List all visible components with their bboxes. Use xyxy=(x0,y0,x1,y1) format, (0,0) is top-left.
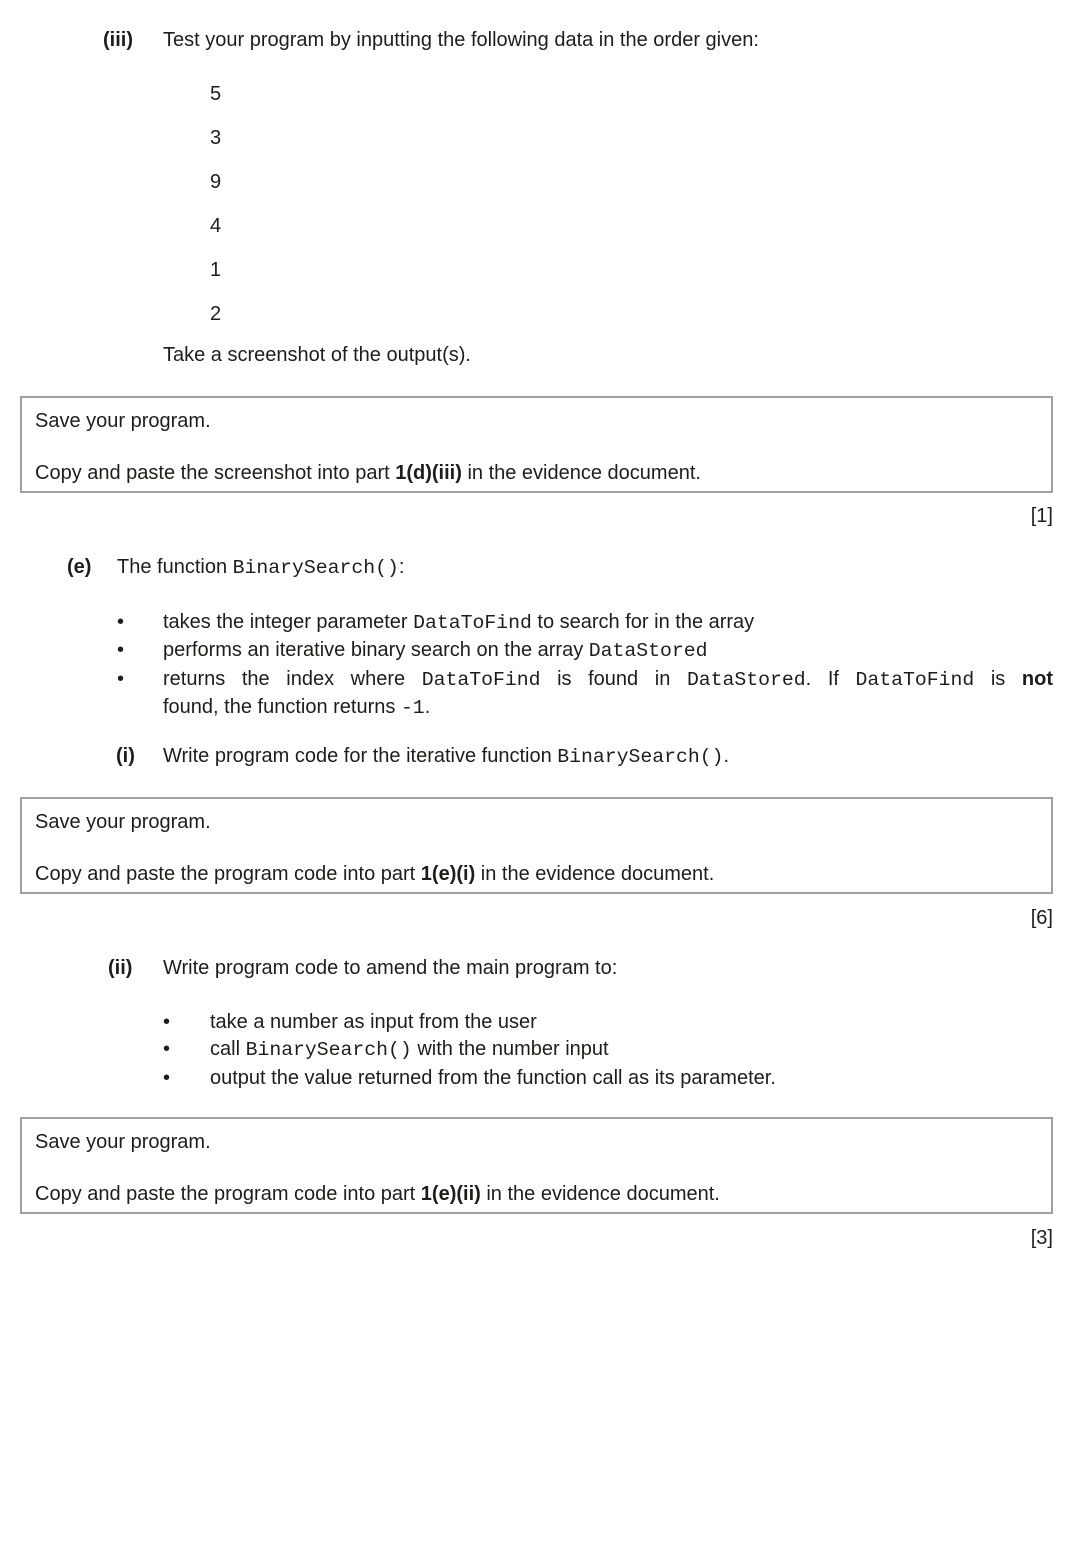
list-item xyxy=(0,666,1053,723)
save-program-box-e-ii xyxy=(20,1117,1053,1214)
marks-badge: [3] xyxy=(1030,1227,1053,1249)
bullet-icon xyxy=(163,1065,210,1092)
bullet-icon xyxy=(117,666,163,723)
copy-paste-instruction: Copy and paste the program code into part 1(e)(i) in the evidence document. xyxy=(35,863,715,885)
list-item xyxy=(0,1009,1053,1036)
question-e-intro: The function BinarySearch(): xyxy=(117,556,405,579)
list-item-text: output the value returned from the function call as its parameter. xyxy=(210,1066,776,1089)
list-item-text: takes the integer parameter DataToFind to search for in the array xyxy=(163,611,755,634)
question-e-ii-label: (ii) xyxy=(108,957,133,979)
list-item xyxy=(0,1036,1053,1064)
list-item-line: returns the index where DataToFind is found in DataStored. If DataToFind is not xyxy=(163,667,1053,691)
save-program-box-d-iii xyxy=(20,396,1053,493)
copy-paste-instruction: Copy and paste the screenshot into part 1(d)(iii) in the evidence document. xyxy=(35,462,701,484)
copy-paste-instruction: Copy and paste the program code into part 1(e)(ii) in the evidence document. xyxy=(35,1183,720,1205)
question-d-iii-heading xyxy=(0,28,1053,52)
question-e-heading xyxy=(0,555,1053,580)
test-data-value: 5 xyxy=(210,83,222,105)
save-instruction: Save your program. xyxy=(35,1131,211,1153)
test-data-value: 1 xyxy=(210,259,222,281)
marks-badge: [1] xyxy=(1030,505,1053,527)
list-item xyxy=(0,637,1053,665)
question-e-i-label: (i) xyxy=(116,745,135,767)
question-e-label: (e) xyxy=(67,556,92,578)
question-e-ii-heading xyxy=(0,956,1053,980)
list-item-text: call BinarySearch() with the number input xyxy=(210,1038,609,1062)
bullet-icon xyxy=(163,1036,210,1064)
test-data-value: 4 xyxy=(210,215,222,237)
marks-badge: [6] xyxy=(1030,907,1053,929)
function-spec-bullet-list xyxy=(0,609,1053,723)
list-item-line: found, the function returns -1. xyxy=(163,696,431,720)
list-item xyxy=(0,1065,1053,1092)
bullet-icon xyxy=(163,1009,210,1036)
question-e-ii-prompt: Write program code to amend the main program to: xyxy=(163,957,618,979)
bullet-icon xyxy=(117,609,163,637)
save-program-box-e-i xyxy=(20,797,1053,894)
save-instruction: Save your program. xyxy=(35,410,211,432)
question-d-iii-label: (iii) xyxy=(103,29,133,51)
save-instruction: Save your program. xyxy=(35,811,211,833)
list-item xyxy=(0,609,1053,637)
list-item-text: performs an iterative binary search on the array DataStored xyxy=(163,639,708,663)
list-item-text: take a number as input from the user xyxy=(210,1011,537,1033)
bullet-icon xyxy=(117,637,163,665)
amend-program-bullet-list xyxy=(0,1009,1053,1092)
test-data-value: 3 xyxy=(210,127,222,149)
list-item-text xyxy=(163,666,1053,723)
question-e-i-prompt: Write program code for the iterative function BinarySearch(). xyxy=(163,745,730,768)
test-data-list xyxy=(210,82,221,346)
question-d-iii-prompt: Test your program by inputting the following data in the order given: xyxy=(163,29,759,51)
test-data-value: 2 xyxy=(210,303,222,325)
screenshot-instruction: Take a screenshot of the output(s). xyxy=(163,344,471,366)
question-e-i-heading xyxy=(0,744,1053,769)
test-data-value: 9 xyxy=(210,171,222,193)
